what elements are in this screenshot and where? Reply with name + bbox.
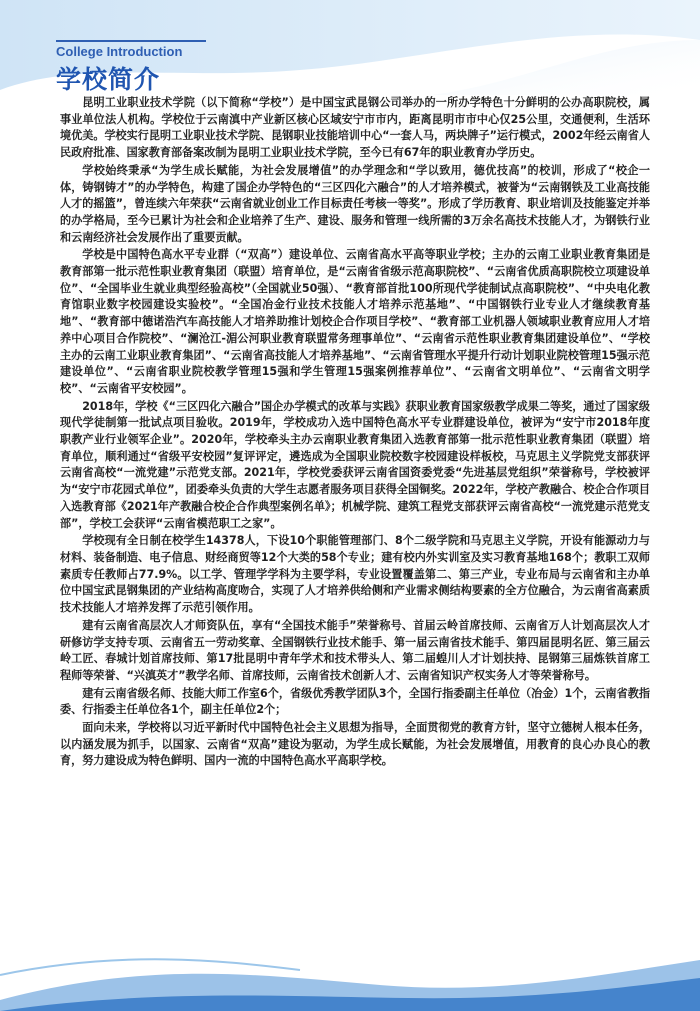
paragraph-studios: 建有云南省级名师、技能大师工作室6个，省级优秀教学团队3个，全国行指委副主任单位（冶金）1个，云南省教指委、行指委主任单位各1个，副主任单位2个；	[60, 686, 650, 717]
header-subtitle-en: College Introduction	[56, 44, 183, 59]
paragraph-philosophy: 学校始终秉承“为学生成长赋能，为社会发展增值”的办学理念和“学以致用，德优技高”的校训，形成了“校企一体，铸钢铸才”的办学特色，构建了国企办学特色的“三区四化六融合”的人才培养模式，被誉为“云南钢铁及工业高技能人才的摇篮”，曾连续六年荣获“云南省就业创业工作目标责任考核一等奖”。形成了学历教育、职业培训及技能鉴定并举的办学格局，至今已累计为社会和企业培养了生产、建设、服务和管理一线所需的3万余名高技术技能人才，为钢铁行业和云南经济社会发展作出了重要贡献。	[60, 163, 650, 244]
paragraph-honors: 学校是中国特色高水平专业群（“双高”）建设单位、云南省高水平高等职业学校；主办的云南工业职业教育集团是教育部第一批示范性职业教育集团（联盟）培育单位，是“云南省省级示范高职院校”、“云南省优质高职院校立项建设单位”、“全国毕业生就业典型经验高校”（全国就业50强）、“教育部首批100所现代学徒制试点高职院校”、“中央电化教育馆职业数字校园建设实验校”。“全国冶金行业技术技能人才培养示范基地”、“中国钢铁行业专业人才继续教育基地”、“教育部中德诺浩汽车高技能人才培养助推计划校企合作项目学校”、“教育部工业机器人领域职业教育应用人才培养中心项目合作院校”、“澜沧江-湄公河职业教育联盟常务理事单位”、“云南省示范性职业教育集团建设单位”、“学校主办的云南工业职业教育集团”、“云南省高技能人才培养基地”、“云南省管理水平提升行动计划职业院校管理15强示范建设单位”、“云南省职业院校教学管理15强和学生管理15强案例推荐单位”、“云南省文明单位”、“云南省文明学校”、“云南省平安校园”。	[60, 248, 650, 395]
paragraph-future: 面向未来，学校将以习近平新时代中国特色社会主义思想为指导，全面贯彻党的教育方针，坚守立德树人根本任务，以内涵发展为抓手，以国家、云南省“双高”建设为驱动，为学生成长赋能，为社会发展增值，用教育的良心办良心的教育，努力建设成为特色鲜明、国内一流的中国特色高水平高职学校。	[60, 721, 650, 768]
introduction-body	[60, 95, 650, 771]
page-title: 学校简介	[56, 65, 161, 94]
header-accent-line	[56, 40, 206, 42]
paragraph-milestones: 2018年，学校《“三区四化六融合”国企办学模式的改革与实践》获职业教育国家级教学成果二等奖，通过了国家级现代学徒制第一批试点项目验收。2019年，学校成功入选中国特色高水平专业群建设单位，被评为“安宁市2018年度职教产业行业领军企业”。2020年，学校牵头主办云南职业教育集团入选教育部第一批示范性职业教育集团（联盟）培育单位，顺利通过“省级平安校园”复评评定，遴选成为全国职业院校数字校园建设样板校，马克思主义学院党支部获评云南省高校“一流党建”示范党支部。2021年，学校党委获评云南省国资委党委“先进基层党组织”荣誉称号，学校被评为“安宁市花园式单位”，团委牵头负责的大学生志愿者服务项目获得全国铜奖。2022年，学校产教融合、校企合作项目入选教育部《2021年产教融合校企合作典型案例名单》；机械学院、建筑工程党支部获评云南省高校“一流党建示范党支部”，学校工会获评“云南省模范职工之家”。	[60, 399, 650, 530]
paragraph-history: 昆明工业职业技术学院（以下简称“学校”）是中国宝武昆钢公司举办的一所办学特色十分鲜明的公办高职院校，属事业单位法人机构。学校位于云南滇中产业新区核心区域安宁市市内，距离昆明市市中心仅25公里，交通便利，生活环境优美。学校实行昆明工业职业技术学院、昆钢职业技能培训中心“一套人马，两块牌子”运行模式，2002年经云南省人民政府批准、国家教育部备案改制为昆明工业职业技术学院，至今已有67年的职业教育办学历史。	[60, 96, 650, 160]
paragraph-faculty: 建有云南省高层次人才师资队伍，享有“全国技术能手”荣誉称号、首届云岭首席技师、云南省万人计划高层次人才研修访学支持专项、云南省五一劳动奖章、全国钢铁行业技术能手、第一届云南省技术能手、第四届昆明名匠、第三届云岭工匠、春城计划首席技师、第17批昆明中青年学术和技术带头人、第二届蝗川人才计划扶持、昆钢第三届炼铁首席工程师等荣誉、“兴滇英才”教学名师、首席技师，云南省技术创新人才、云南省知识产权实务人才等荣誉称号。	[60, 618, 650, 682]
paragraph-scale: 学校现有全日制在校学生14378人，下设10个职能管理部门、8个二级学院和马克思主义学院，开设有能源动力与材料、装备制造、电子信息、财经商贸等12个大类的58个专业；建有校内外实训室及实习教育基地168个；教职工双师素质专任教师占77.9%。以工学、管理学学科为主要学科，专业设置覆盖第二、第三产业，专业布局与云南省和主办单位中国宝武昆钢集团的产业结构高度吻合，实现了人才培养供给侧和产业需求侧结构要素的全方位融合，为云南省高素质技术技能人才培养发挥了示范引领作用。	[60, 534, 650, 615]
